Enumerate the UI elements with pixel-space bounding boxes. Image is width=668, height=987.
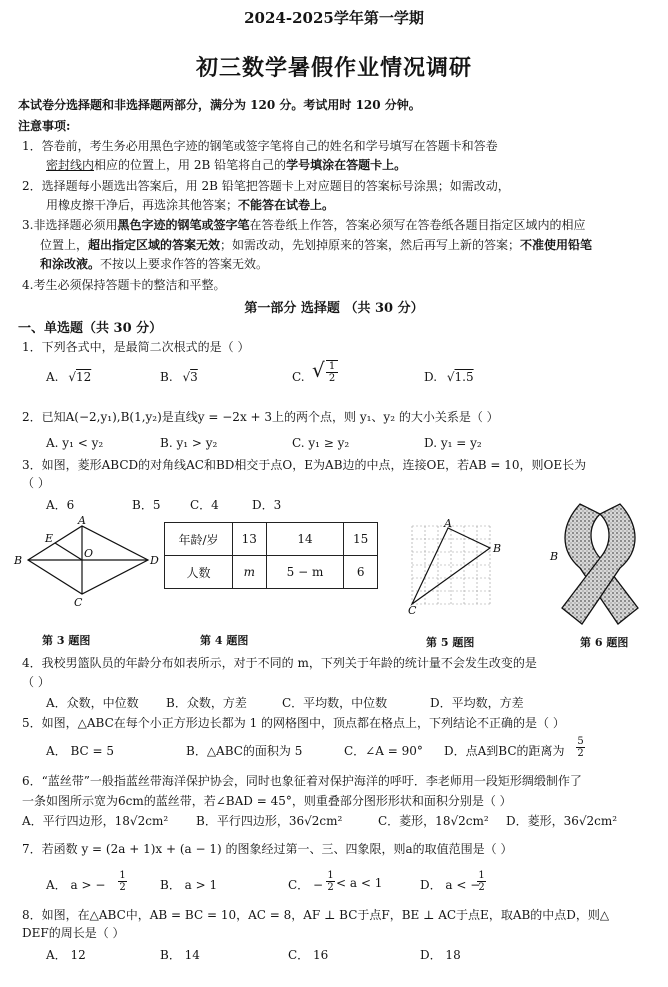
q1-d-label: D.	[424, 370, 438, 384]
q7-c-den: 2	[327, 882, 334, 893]
notice-3c-bold: 和涂改液。	[40, 257, 101, 271]
q7-d-fraction	[477, 870, 486, 893]
q4-option-c: C．平均数，中位数	[282, 696, 388, 710]
notice-1-underline: 密封线内	[46, 158, 95, 172]
q6-stem-line-2: 一条如图所示宽为6cm的蓝丝带，若∠BAD = 45°，则重叠部分图形形状和面积分别是（ ）	[22, 794, 512, 808]
q8-stem-line-1: 8．如图，在△ABC中，AB = BC = 10，AC = 8，AF ⊥ BC于点F，BE ⊥ AC于点E，取AB的中点D，则△	[22, 908, 610, 922]
notice-2-text: 用橡皮擦干净后，再选涂其他答案；	[46, 198, 239, 212]
q1-c-label: C.	[292, 370, 305, 384]
fig3-label-d: D	[150, 554, 159, 567]
q8-option-d: D． 18	[420, 948, 461, 962]
fig4-data-cell: m	[233, 556, 267, 589]
q7-option-b: B． a > 1	[160, 878, 218, 892]
notice-3-line-b	[40, 236, 592, 253]
fig4-header-cell: 年龄/岁	[165, 523, 233, 556]
q6-option-d: D．菱形，36√2cm²	[506, 814, 618, 828]
q1-b-label: B.	[160, 370, 173, 384]
notice-1-line-b	[46, 156, 406, 173]
q3-option-c: C．4	[190, 498, 219, 512]
q6-stem-line-1: 6．“蓝丝带”一般指蓝丝带海洋保护协会，同时也象征着对保护海洋的呼吁．李老师用一段矩形绸缎制作了	[22, 774, 582, 788]
notice-4: 4.考生必须保持答题卡的整洁和平整。	[22, 278, 226, 292]
notice-3-line-c	[40, 255, 268, 272]
q5-option-a: A． BC = 5	[46, 744, 115, 758]
q7-option-a: A． a > −	[46, 878, 106, 892]
section-1-heading: 一、单选题（共 30 分）	[18, 321, 163, 336]
q1-option-a	[46, 370, 91, 384]
q8-option-c: C． 16	[288, 948, 329, 962]
q4-option-a: A．众数，中位数	[46, 696, 139, 710]
notice-3b-mid: ；如需改动，先划掉原来的答案，然后再写上新的答案；	[220, 238, 521, 252]
q4-paren: （ ）	[22, 675, 50, 689]
q1-option-d	[424, 370, 474, 384]
fig5-label-a: A	[444, 517, 452, 530]
q3-stem: 3．如图，菱形ABCD的对角线AC和BD相交于点O，E为AB边的中点，连接OE，若AB = 10，则OE长为	[22, 458, 587, 472]
q7-d-den: 2	[478, 882, 485, 893]
q1-c-fraction	[326, 360, 338, 384]
q8-option-a: A． 12	[46, 948, 86, 962]
q1-b-value: 3	[190, 370, 198, 384]
q4-stem: 4．我校男篮队员的年龄分布如表所示，对于不同的 m，下列关于年龄的统计量不会发生改变的是	[22, 656, 537, 670]
q5-option-d: D．点A到BC的距离为	[444, 744, 565, 758]
q2-option-d: D. y₁ = y₂	[424, 436, 482, 450]
part-1-heading: 第一部分 选择题 （共 30 分）	[244, 301, 424, 316]
q7-option-c-post: < a < 1	[336, 876, 383, 890]
q1-a-label: A.	[46, 370, 59, 384]
notice-3b-pre: 位置上，	[40, 238, 89, 252]
q3-option-a: A．6	[46, 498, 75, 512]
q3-option-d: D．3	[252, 498, 282, 512]
notice-2-line-a: 2．选择题每小题选出答案后，用 2B 铅笔把答题卡上对应题目的答案标号涂黑；如需改动，	[22, 179, 510, 193]
q1-b-radical: √3	[182, 370, 198, 384]
q2-option-b: B. y₁ > y₂	[160, 436, 218, 450]
q6-option-a: A．平行四边形，18√2cm²	[22, 814, 169, 828]
q5-d-num: 5	[577, 736, 584, 747]
q1-stem: 1．下列各式中，是最简二次根式的是（ ）	[22, 340, 250, 354]
fig3-label-a: A	[78, 514, 86, 527]
notice-heading: 注意事项:	[18, 119, 71, 133]
q4-option-d: D．平均数，方差	[430, 696, 524, 710]
q3-option-b: B．5	[132, 498, 161, 512]
figure-5-grid-triangle	[408, 517, 502, 617]
q7-c-num: 1	[327, 870, 334, 881]
fig5-label-b: B	[493, 542, 502, 555]
fig4-data-cell: 6	[344, 556, 378, 589]
notice-3-bold: 黑色字迹的钢笔或签字笔	[117, 218, 250, 232]
notice-3-post: 在答卷纸上作答，答案必须写在答卷纸各题目指定区域内的相应	[249, 218, 586, 232]
caption-fig5: 第 5 题图	[426, 636, 475, 649]
q2-option-a: A. y₁ < y₂	[46, 436, 104, 450]
q1-c-den: 2	[328, 373, 336, 384]
q1-option-b	[160, 370, 198, 384]
q4-option-b: B．众数，方差	[166, 696, 247, 710]
notice-1-line-a: 1．答卷前，考生务必用黑色字迹的钢笔或签字笔将自己的姓名和学号填写在答题卡和答卷	[22, 139, 498, 153]
fig4-data-cell: 人数	[165, 556, 233, 589]
fig3-label-c: C	[74, 596, 83, 609]
figure-4-table	[164, 522, 378, 589]
fig6-label-b: B	[550, 550, 559, 563]
notice-1-mid: 相应的位置上，用 2B 铅笔将自己的	[94, 158, 287, 172]
notice-3c-post: 不按以上要求作答的答案无效。	[100, 257, 269, 271]
q5-d-den: 2	[577, 748, 584, 759]
q7-option-d: D． a < −	[420, 878, 481, 892]
notice-2-bold: 不能答在试卷上。	[238, 198, 335, 212]
fig4-data-cell: 5 − m	[266, 556, 344, 589]
q1-c-num: 1	[326, 361, 338, 373]
fig4-header-cell: 13	[233, 523, 267, 556]
q2-stem: 2．已知A(−2,y₁),B(1,y₂)是直线y = −2x + 3上的两个点，则 y₁、y₂ 的大小关系是（ ）	[22, 410, 499, 424]
q7-c-fraction	[326, 870, 335, 893]
notice-3b-bold1: 超出指定区域的答案无效	[88, 238, 221, 252]
q5-option-c: C．∠A = 90°	[344, 744, 423, 758]
q5-stem: 5．如图，△ABC在每个小正方形边长都为 1 的网格图中，顶点都在格点上，下列结论不正确的是（ ）	[22, 716, 565, 730]
q1-a-radical: √12	[68, 370, 92, 384]
figure-3-rhombus	[10, 514, 160, 609]
q6-option-c: C．菱形，18√2cm²	[378, 814, 489, 828]
fig4-header-cell: 14	[266, 523, 344, 556]
notice-1-bold: 学号填涂在答题卡上。	[286, 158, 407, 172]
q8-option-b: B． 14	[160, 948, 200, 962]
q7-option-c-pre: C． −	[288, 878, 324, 892]
fig3-label-b: B	[14, 554, 23, 567]
q7-a-num: 1	[119, 870, 126, 881]
notice-3-line-a	[22, 216, 585, 233]
q1-d-value: 1.5	[454, 370, 474, 384]
notice-3-pre: 3.非选择题必须用	[22, 218, 118, 232]
q7-d-num: 1	[478, 870, 485, 881]
q5-d-fraction	[576, 736, 585, 759]
q1-c-radical-sign: √	[312, 358, 325, 382]
q5-option-b: B．△ABC的面积为 5	[186, 744, 303, 758]
q1-option-c	[292, 370, 305, 384]
caption-fig3: 第 3 题图	[42, 634, 91, 647]
figure-6-ribbon	[540, 496, 660, 630]
fig4-data-row	[165, 556, 378, 589]
exam-title: 初三数学暑假作业情况调研	[195, 56, 472, 81]
fig4-header-row	[165, 523, 378, 556]
q7-stem: 7．若函数 y = (2a + 1)x + (a − 1) 的图象经过第一、三、四象限，则a的取值范围是（ ）	[22, 842, 513, 856]
q2-option-c: C. y₁ ≥ y₂	[292, 436, 350, 450]
fig5-label-c: C	[408, 604, 417, 617]
q7-a-fraction	[118, 870, 127, 893]
notice-3b-bold2: 不准使用铅笔	[520, 238, 593, 252]
exam-intro: 本试卷分选择题和非选择题两部分，满分为 120 分。考试用时 120 分钟。	[18, 98, 421, 112]
caption-fig6: 第 6 题图	[580, 636, 629, 649]
fig3-label-e: E	[45, 532, 54, 545]
q7-a-den: 2	[119, 882, 126, 893]
q6-option-b: B．平行四边形，36√2cm²	[196, 814, 343, 828]
exam-term: 2024-2025学年第一学期	[244, 9, 424, 27]
q1-d-radical: √1.5	[446, 370, 474, 384]
fig4-header-cell: 15	[344, 523, 378, 556]
q1-a-value: 12	[75, 370, 92, 384]
q3-paren: （ ）	[22, 476, 50, 490]
fig3-label-o: O	[84, 547, 94, 560]
caption-fig4: 第 4 题图	[200, 634, 249, 647]
q8-stem-line-2: DEF的周长是（ ）	[22, 926, 125, 940]
notice-2-line-b	[46, 196, 334, 213]
